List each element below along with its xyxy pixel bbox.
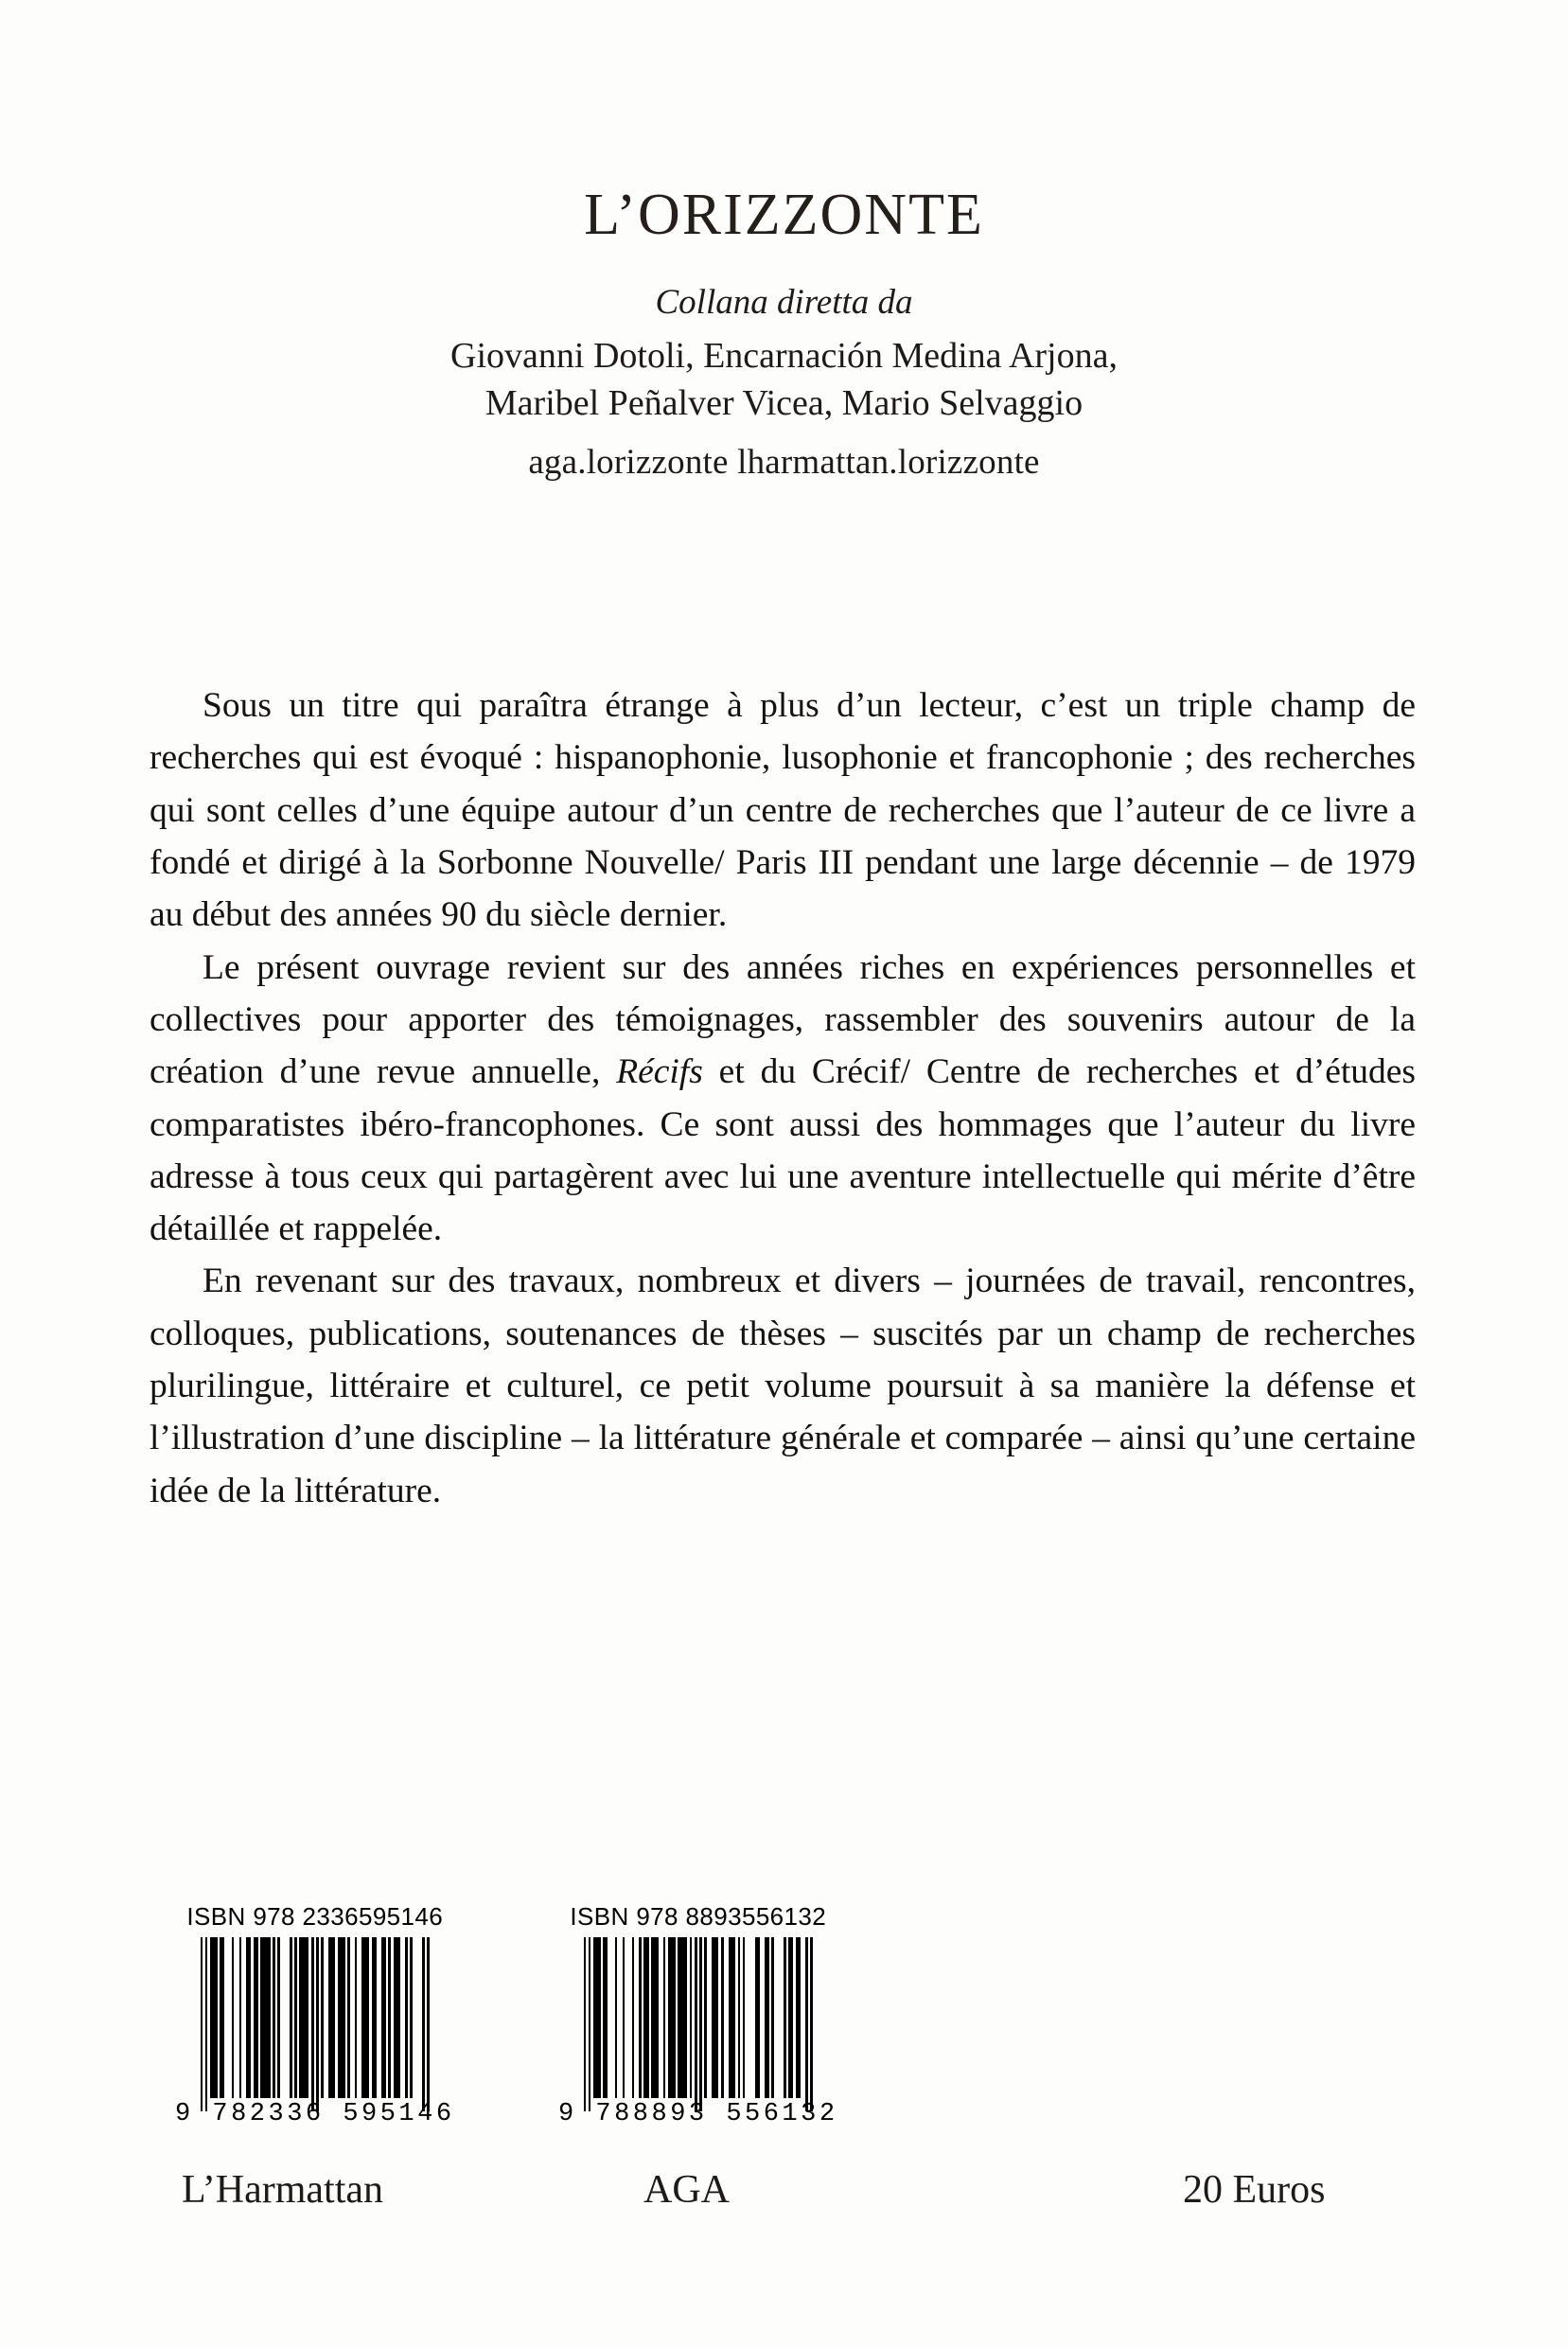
series-subtitle: Collana diretta da [655, 283, 913, 322]
barcode-group-aga [558, 1902, 838, 2128]
imprint-name: AGA [643, 2168, 730, 2212]
isbn-label-harmattan: ISBN 978 2336595146 [186, 1902, 444, 1931]
barcode-bars-harmattan [175, 1937, 455, 2098]
isbn-label-aga: ISBN 978 8893556132 [570, 1902, 827, 1931]
barcode-digits-aga: 9 788893 556132 [558, 2100, 838, 2128]
barcode-bars-aga [558, 1937, 838, 2098]
journal-title-recifs: Récifs [616, 1052, 703, 1092]
series-website: aga.lorizzonte lharmattan.lorizzonte [528, 443, 1040, 482]
series-title: L’ORIZZONTE [584, 183, 984, 247]
publisher-name: L’Harmattan [182, 2168, 384, 2212]
series-editors-line-2: Maribel Peñalver Vicea, Mario Selvaggio [484, 382, 1084, 423]
blurb-paragraph-3: En revenant sur des travaux, nombreux et divers – journées de travail, rencontres, colloques, publications, soutenances de thèses – suscités par un champ de recherches plurilingue, littéraire et culturel, ce petit volume poursuit à sa manière la défense et l’illustration d’une discipline – la littérature générale et comparée – ainsi qu’une certaine idée de la littérature. [150, 1262, 1416, 1510]
blurb-text [150, 679, 1416, 1517]
series-header [0, 185, 1568, 483]
barcode-digits-harmattan: 9 782336 595146 [175, 2100, 455, 2128]
series-editors-line-1: Giovanni Dotoli, Encarnación Medina Arjona, [450, 335, 1118, 376]
series-editors [0, 332, 1568, 427]
price-label: 20 Euros [1183, 2168, 1326, 2212]
barcode-group-harmattan [175, 1902, 455, 2128]
blurb-paragraph-1: Sous un titre qui paraîtra étrange à plus d’un lecteur, c’est un triple champ de recherches qui est évoqué : hispanophonie, lusophonie et francophonie ; des recherches qui sont celles d’une équipe autour d’un centre de recherches que l’auteur de ce livre a fondé et dirigé à la Sorbonne Nouvelle/ Paris III pendant une large décennie – de 1979 au début des années 90 du siècle dernier. [150, 686, 1416, 935]
blurb-paragraph-2-part-2: et du Crécif/ Centre de recherches et d’études comparatistes ibéro-francophones. Ce sont aussi des hommages que l’auteur du livre adresse à tous ceux qui partagèrent avec lui une aventure intellectuelle qui mérite d’être détaillée et rappelée. [150, 1052, 1416, 1249]
blurb-paragraph-2 [150, 942, 1416, 1256]
footer-labels [0, 2167, 1568, 2252]
blurb-paragraph-2-part-1: Le présent ouvrage revient sur des années riches en expériences personnelles et collectives pour apporter des témoignages, rassembler des souvenirs autour de la création d’une revue annuelle, [150, 947, 1416, 1092]
